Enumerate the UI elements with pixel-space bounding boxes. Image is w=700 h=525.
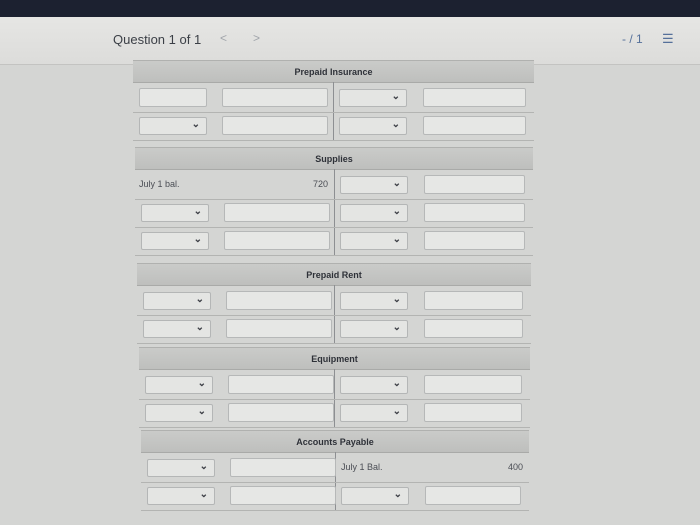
account-dropdown[interactable] [141, 232, 209, 250]
amount-input[interactable] [224, 231, 330, 250]
ledger-row [139, 399, 530, 427]
ledger-account [135, 147, 533, 257]
amount-input[interactable] [424, 403, 522, 422]
amount-input[interactable] [424, 375, 522, 394]
credit-label: July 1 Bal. [341, 462, 383, 472]
credit-amount: 400 [507, 462, 523, 472]
ledger-row [135, 171, 533, 199]
amount-input[interactable] [139, 88, 207, 107]
chevron-down-icon: ⌄ [392, 234, 401, 245]
ledger-row [133, 84, 534, 112]
account-dropdown[interactable] [340, 232, 408, 250]
account-dropdown[interactable] [340, 292, 408, 310]
amount-input[interactable] [423, 116, 526, 135]
ledger-account [141, 430, 529, 512]
ledger-account [137, 263, 531, 345]
account-dropdown[interactable] [147, 487, 215, 505]
chevron-down-icon: ⌄ [392, 206, 401, 217]
question-header [0, 17, 700, 65]
amount-input[interactable] [423, 88, 526, 107]
account-dropdown[interactable] [339, 89, 407, 107]
amount-input[interactable] [424, 319, 523, 338]
ledger-row [135, 227, 533, 255]
ledger-row [137, 315, 531, 343]
ledger-account [139, 347, 530, 429]
chevron-down-icon: ⌄ [199, 489, 208, 500]
chevron-down-icon: ⌄ [392, 178, 401, 189]
chevron-down-icon: ⌄ [197, 378, 206, 389]
amount-input[interactable] [228, 403, 334, 422]
account-dropdown[interactable] [340, 320, 408, 338]
chevron-down-icon: ⌄ [199, 461, 208, 472]
amount-input[interactable] [226, 319, 332, 338]
chevron-down-icon: ⌄ [191, 119, 200, 130]
debit-amount: 720 [312, 179, 328, 189]
amount-input[interactable] [424, 291, 523, 310]
chevron-down-icon: ⌄ [391, 91, 400, 102]
account-dropdown[interactable] [340, 176, 408, 194]
chevron-down-icon: ⌄ [393, 489, 402, 500]
top-dark-band [0, 0, 700, 17]
account-title: Accounts Payable [141, 430, 529, 453]
account-dropdown[interactable] [145, 404, 213, 422]
chevron-down-icon: ⌄ [193, 206, 202, 217]
chevron-down-icon: ⌄ [392, 378, 401, 389]
account-dropdown[interactable] [340, 404, 408, 422]
chevron-down-icon: ⌄ [392, 294, 401, 305]
chevron-down-icon: ⌄ [197, 406, 206, 417]
chevron-down-icon: ⌄ [193, 234, 202, 245]
amount-input[interactable] [222, 116, 328, 135]
account-title: Supplies [135, 147, 533, 170]
account-dropdown[interactable] [145, 376, 213, 394]
amount-input[interactable] [424, 175, 525, 194]
chevron-down-icon: ⌄ [392, 406, 401, 417]
chevron-down-icon: ⌄ [392, 322, 401, 333]
chevron-down-icon: ⌄ [195, 294, 204, 305]
amount-input[interactable] [230, 486, 336, 505]
ledger-row [141, 482, 529, 510]
ledger-row [139, 371, 530, 399]
chevron-down-icon: ⌄ [391, 119, 400, 130]
ledger-row [137, 287, 531, 315]
score-display: - / 1 [622, 32, 643, 46]
ledger-row [135, 199, 533, 227]
question-list-icon[interactable]: ☰ [662, 31, 674, 46]
question-counter: Question 1 of 1 [113, 32, 202, 47]
amount-input[interactable] [226, 291, 332, 310]
account-title: Prepaid Insurance [133, 60, 534, 83]
account-dropdown[interactable] [147, 459, 215, 477]
ledger-account [133, 60, 534, 142]
debit-label: July 1 bal. [139, 179, 180, 189]
account-dropdown[interactable] [141, 204, 209, 222]
ledger-row [141, 454, 529, 482]
next-question-icon[interactable]: > [253, 31, 261, 45]
amount-input[interactable] [222, 88, 328, 107]
amount-input[interactable] [230, 458, 336, 477]
account-dropdown[interactable] [341, 487, 409, 505]
amount-input[interactable] [425, 486, 521, 505]
amount-input[interactable] [424, 231, 525, 250]
amount-input[interactable] [224, 203, 330, 222]
account-dropdown[interactable] [143, 320, 211, 338]
amount-input[interactable] [424, 203, 525, 222]
account-dropdown[interactable] [139, 117, 207, 135]
ledger-row [133, 112, 534, 140]
previous-question-icon[interactable]: < [220, 31, 228, 45]
amount-input[interactable] [228, 375, 334, 394]
account-title: Prepaid Rent [137, 263, 531, 286]
account-title: Equipment [139, 347, 530, 370]
account-dropdown[interactable] [339, 117, 407, 135]
account-dropdown[interactable] [340, 204, 408, 222]
account-dropdown[interactable] [143, 292, 211, 310]
chevron-down-icon: ⌄ [195, 322, 204, 333]
account-dropdown[interactable] [340, 376, 408, 394]
